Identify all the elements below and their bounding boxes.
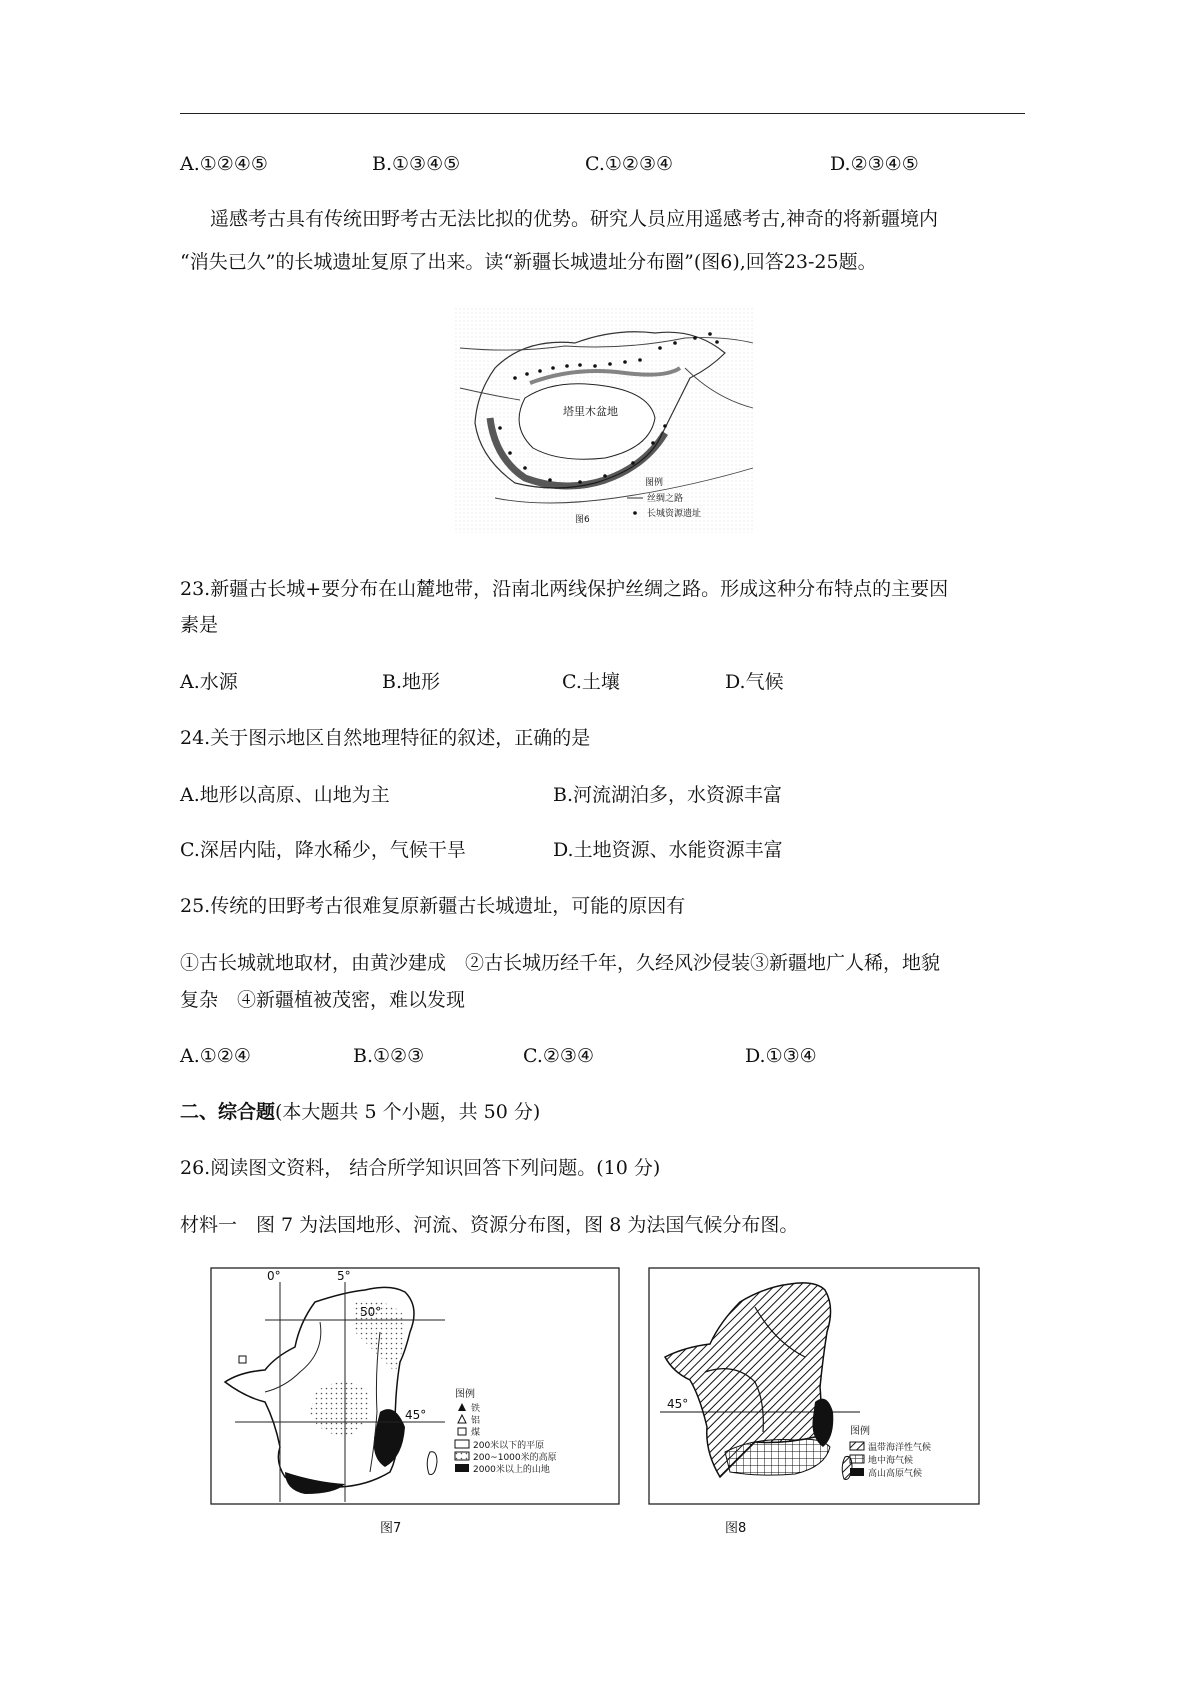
fig7-legend-iron-swatch [458,1403,466,1411]
figure-7-france-terrain-map [205,1262,625,1542]
q25-option-b: B.①②③ [353,1045,425,1067]
q23-stem-line-2: 素是 [180,614,219,636]
fig8-legend-alpine-swatch [850,1468,864,1476]
fig7-legend-plateau-swatch [455,1452,469,1460]
header-rule [180,113,1025,114]
q23-option-a: A.水源 [180,671,238,693]
q23-option-d: D.气候 [725,671,784,693]
q24-option-d: D.土地资源、水能资源丰富 [553,839,783,861]
q23-option-c: C.土壤 [562,671,620,693]
fig6-legend-title: 图例 [645,478,664,488]
fig8-caption: 图8 [725,1521,747,1536]
fig7-lat50-label: 50° [360,1305,382,1319]
fig8-legend-title: 图例 [850,1426,870,1437]
q23-option-b: B.地形 [382,671,441,693]
q22-option-d: D.②③④⑤ [830,153,919,175]
fig7-lon5-label: 5° [337,1269,351,1283]
q25-option-d: D.①③④ [745,1045,817,1067]
fig6-legend-wall-swatch [633,511,637,515]
q22-option-a: A.①②④⑤ [180,153,268,175]
q25-stem: 25.传统的田野考古很难复原新疆古长城遗址，可能的原因有 [180,895,686,917]
q26-material-1: 材料一 图 7 为法国地形、河流、资源分布图，图 8 为法国气候分布图。 [180,1214,799,1236]
fig7-legend-aluminium-swatch [458,1415,466,1423]
q24-stem: 24.关于图示地区自然地理特征的叙述，正确的是 [180,727,591,749]
q25-option-a: A.①②④ [180,1045,251,1067]
fig8-legend-mediterranean-swatch [850,1455,864,1463]
q22-option-b: B.①③④⑤ [372,153,461,175]
fig7-legend-title: 图例 [455,1389,475,1400]
fig8-legend-oceanic-swatch [850,1442,864,1450]
q26-stem: 26.阅读图文资料， 结合所学知识回答下列问题。(10 分) [180,1157,661,1179]
fig7-legend-coal-swatch [458,1428,466,1435]
fig7-lon0-label: 0° [267,1269,281,1283]
fig7-legend-mountain-swatch [455,1464,469,1472]
q23-stem-line-1: 23.新疆古长城+要分布在山麓地带，沿南北两线保护丝绸之路。形成这种分布特点的主要因 [180,578,949,600]
q25-option-c: C.②③④ [523,1045,594,1067]
q24-option-c: C.深居内陆，降水稀少，气候干旱 [180,839,466,861]
fig6-legend-silk: 丝绸之路 [647,494,684,504]
intro-line-1: 遥感考古具有传统田野考古无法比拟的优势。研究人员应用遥感考古,神奇的将新疆境内 [210,208,939,230]
fig6-legend-wall: 长城资源遗址 [647,509,702,519]
figure-8-france-climate-map [645,1262,985,1542]
fig8-lat45-label: 45° [667,1397,689,1411]
q24-option-b: B.河流湖泊多，水资源丰富 [553,784,783,806]
fig7-legend-plain-swatch [455,1440,469,1448]
fig7-legend-plain: 200米以下的平原 [473,1441,545,1451]
fig7-legend-mountain: 2000米以上的山地 [473,1465,550,1475]
fig7-legend-plateau: 200~1000米的高原 [473,1453,557,1463]
q25-items-line-1: ①古长城就地取材，由黄沙建成 ②古长城历经千年，久经风沙侵装③新疆地广人稀，地貌 [180,952,941,974]
fig7-legend-coal: 煤 [471,1428,481,1438]
section-2-title: 二、综合题 [180,1101,276,1123]
q25-items-line-2: 复杂 ④新疆植被茂密，难以发现 [180,989,466,1011]
fig6-caption: 图6 [575,515,590,525]
q24-option-a: A.地形以高原、山地为主 [180,784,390,806]
intro-line-2: “消失已久”的长城遗址复原了出来。读“新疆长城遗址分布圈”(图6),回答23-25题。 [180,251,877,273]
fig8-legend-oceanic: 温带海洋性气候 [868,1443,932,1453]
fig7-caption: 图7 [380,1521,402,1536]
q22-option-c: C.①②③④ [585,153,674,175]
fig7-legend-aluminium: 铝 [471,1416,481,1426]
fig8-legend-alpine: 高山高原气候 [868,1469,923,1479]
fig6-basin-label: 塔里木盆地 [563,405,618,418]
section-2-note: (本大题共 5 个小题，共 50 分) [275,1101,541,1123]
section-2-heading [180,1100,540,1124]
fig8-legend-mediterranean: 地中海气候 [868,1456,914,1466]
figure-6-xinjiang-map [455,308,755,533]
fig7-lat45-label: 45° [405,1408,427,1422]
fig7-legend-iron: 铁 [471,1404,481,1414]
